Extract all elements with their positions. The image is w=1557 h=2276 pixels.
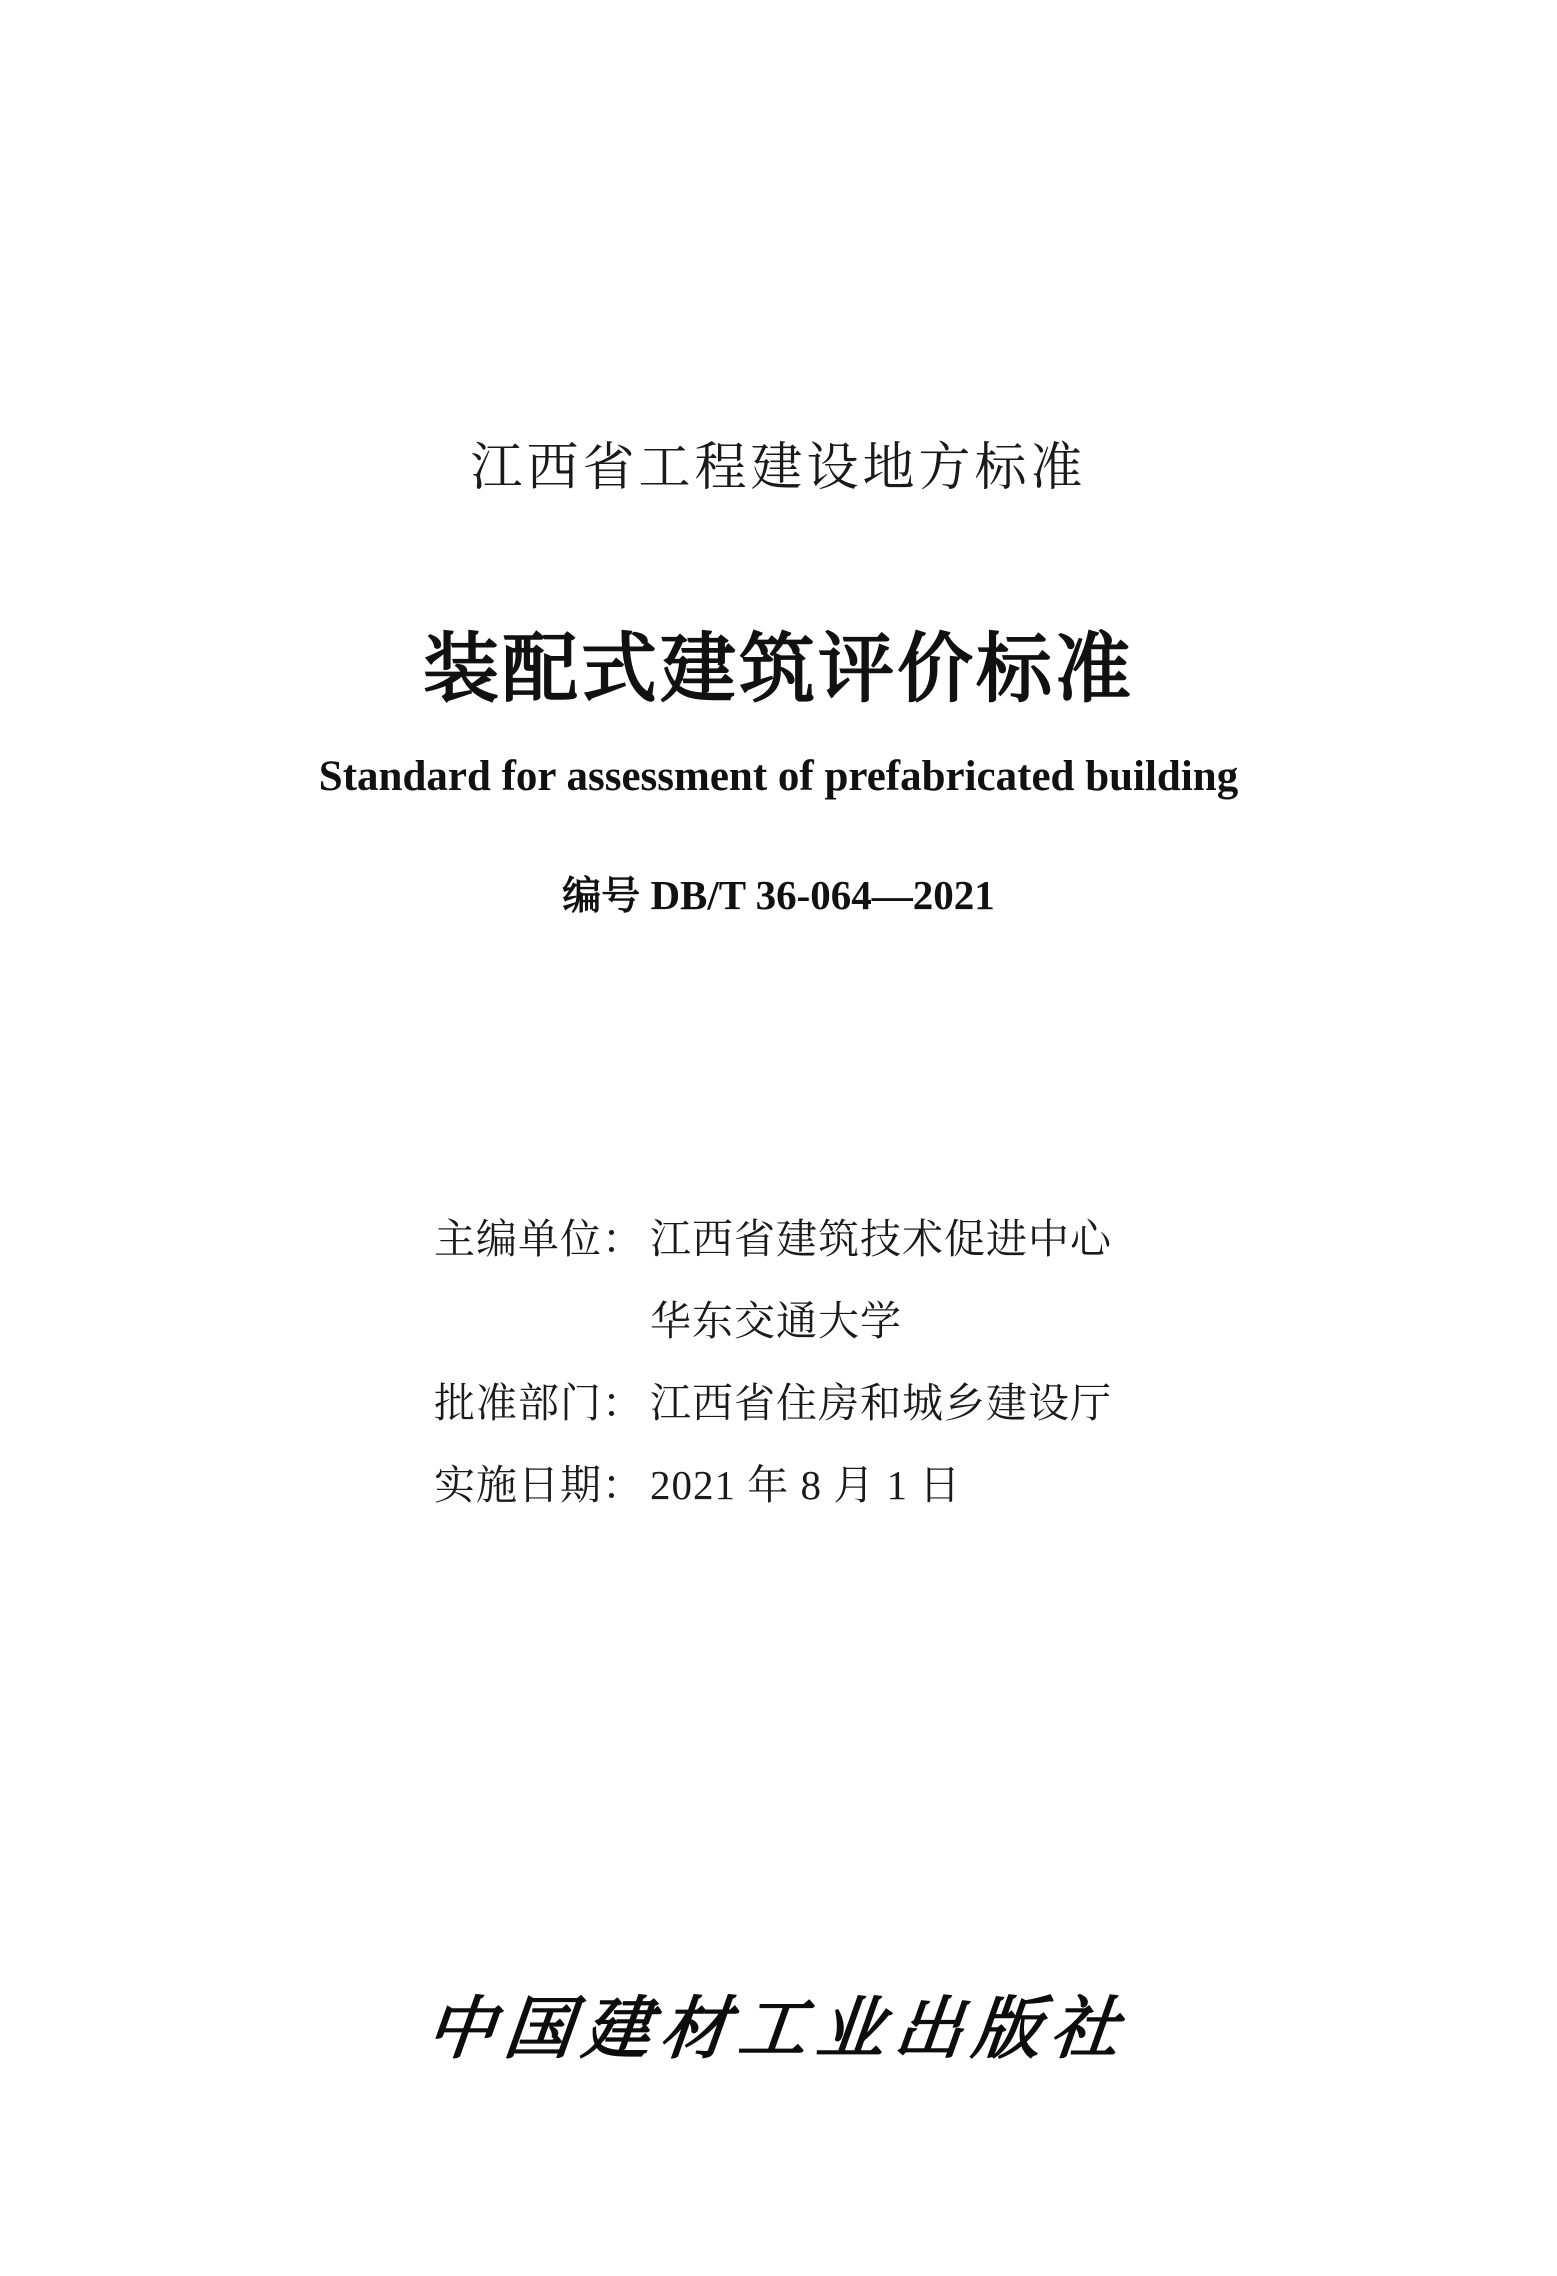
info-value: 江西省住房和城乡建设厅 (650, 1379, 1112, 1427)
info-value: 江西省建筑技术促进中心 (650, 1215, 1112, 1263)
series-title: 江西省工程建设地方标准 (470, 438, 1087, 498)
standard-code-label: 编号 (562, 874, 641, 919)
info-row-approver (434, 1362, 1334, 1444)
info-value: 2021 年 8 月 1 日 (650, 1462, 962, 1508)
info-block (434, 1198, 1334, 1526)
info-label: 实施日期： (434, 1461, 644, 1509)
standard-code (0, 865, 1557, 921)
main-title: 装配式建筑评价标准 (423, 624, 1134, 713)
english-title: Standard for assessment of prefabricated building (318, 753, 1239, 800)
info-value: 华东交通大学 (650, 1297, 902, 1345)
info-row-editor (434, 1198, 1334, 1280)
standard-code-value: DB/T 36-064—2021 (650, 872, 995, 918)
info-row-editor-2 (434, 1280, 1334, 1362)
info-label: 批准部门： (434, 1379, 644, 1427)
publisher-logo-text: 中国建材工业出版社 (422, 1989, 1134, 2069)
info-label: 主编单位： (434, 1215, 644, 1263)
info-row-effective-date (434, 1444, 1334, 1526)
